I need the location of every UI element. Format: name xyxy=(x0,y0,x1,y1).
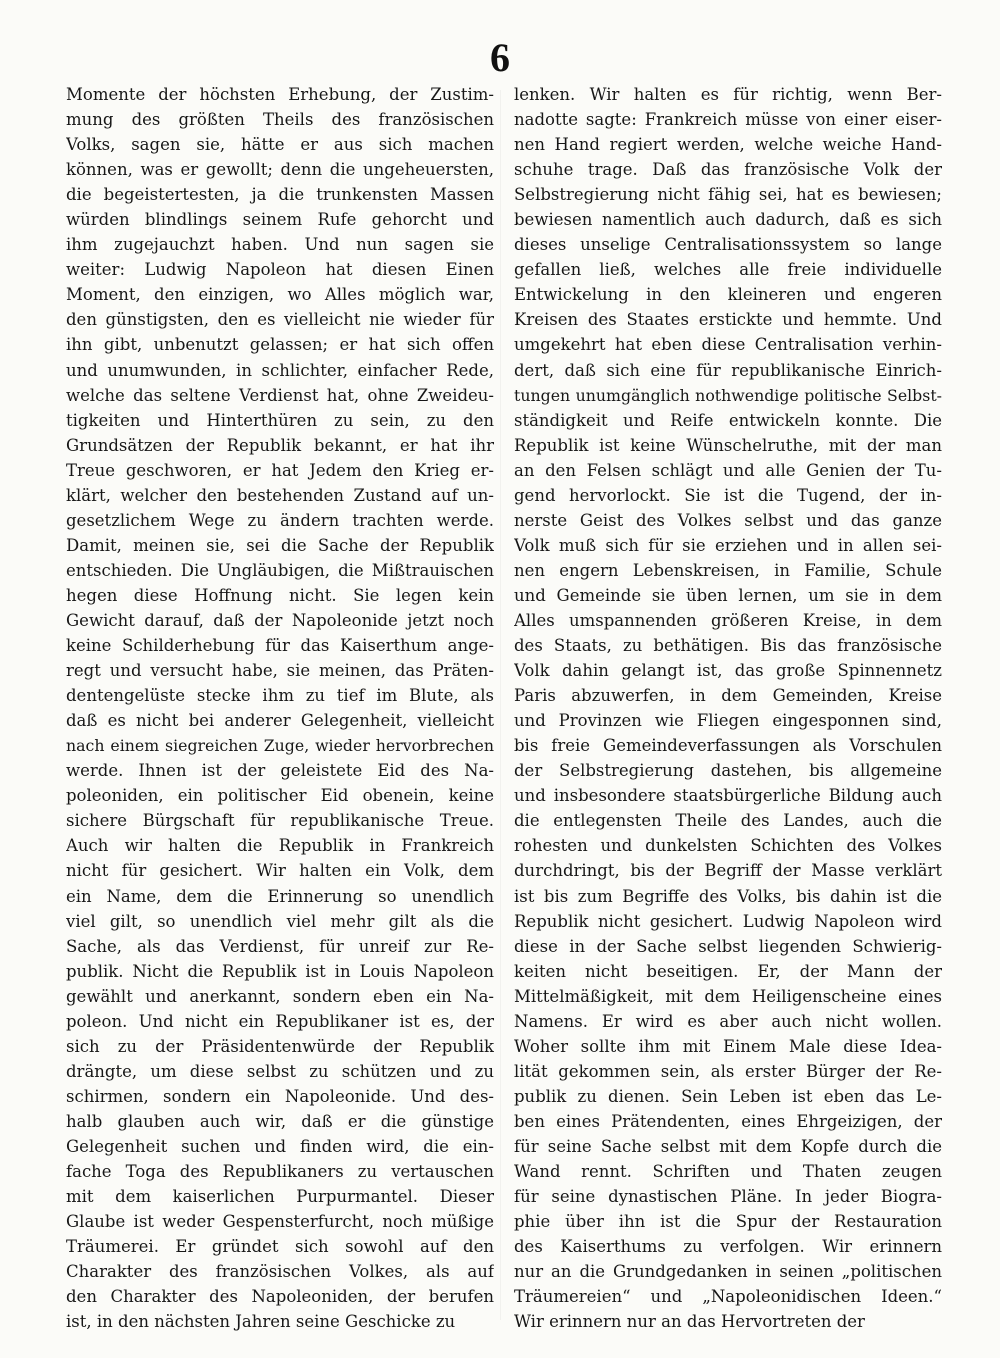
text-line: an den Felsen schlägt und alle Genien der Tu- xyxy=(514,460,942,480)
text-line: publik zu dienen. Sein Leben ist eben das Le- xyxy=(514,1086,942,1106)
text-line: daß es nicht bei anderer Gelegenheit, vielleicht xyxy=(66,711,494,731)
text-line: des Kaiserthums zu verfolgen. Wir erinnern xyxy=(514,1237,942,1257)
text-line: Paris abzuwerfen, in dem Gemeinden, Kreise xyxy=(514,686,942,706)
text-line: mit dem kaiserlichen Purpurmantel. Dieser xyxy=(66,1187,494,1207)
text-line: nur an die Grundgedanken in seinen „politischen xyxy=(514,1262,942,1282)
text-line: und insbesondere staatsbürgerliche Bildung auch xyxy=(514,786,942,806)
text-line: Damit, meinen sie, sei die Sache der Republik xyxy=(66,535,494,555)
text-line: und Provinzen wie Fliegen eingesponnen sind, xyxy=(514,711,942,731)
text-line: Namens. Er wird es aber auch nicht wollen. xyxy=(514,1011,942,1031)
text-line: Wand rennt. Schriften und Thaten zeugen xyxy=(514,1162,942,1182)
text-line: bis freie Gemeindeverfassungen als Vorschulen xyxy=(514,736,942,756)
text-line: Sache, als das Verdienst, für unreif zur Re- xyxy=(66,936,494,956)
text-line: nen engern Lebenskreisen, in Familie, Schule xyxy=(514,560,942,580)
text-line: nen Hand regiert werden, welche weiche Hand- xyxy=(514,135,942,155)
left-column xyxy=(66,82,494,1334)
text-line: Kreisen des Staates erstickte und hemmte. Und xyxy=(514,310,942,330)
text-line: sichere Bürgschaft für republikanische Treue. xyxy=(66,811,494,831)
text-line: würden blindlings seinem Rufe gehorcht und xyxy=(66,210,494,230)
text-line: nach einem siegreichen Zuge, wieder hervorbrechen xyxy=(66,736,494,756)
text-line: Glaube ist weder Gespensterfurcht, noch müßige xyxy=(66,1212,494,1232)
text-line: ständigkeit und Reife entwickeln konnte. Die xyxy=(514,410,942,430)
text-line: Republik nicht gesichert. Ludwig Napoleon wird xyxy=(514,911,942,931)
text-line: Volks, sagen sie, hätte er aus sich machen xyxy=(66,135,494,155)
text-line: poleon. Und nicht ein Republikaner ist es, der xyxy=(66,1011,494,1031)
text-line: sich zu der Präsidentenwürde der Republik xyxy=(66,1036,494,1056)
text-line: den Charakter des Napoleoniden, der berufen xyxy=(66,1287,494,1307)
text-line: lenken. Wir halten es für richtig, wenn Ber- xyxy=(514,85,942,104)
text-line: weiter: Ludwig Napoleon hat diesen Einen xyxy=(66,260,494,280)
right-column xyxy=(514,82,942,1334)
text-line: entschieden. Die Ungläubigen, die Mißtrauischen xyxy=(66,560,494,580)
text-line: Volk dahin gelangt ist, das große Spinnennetz xyxy=(514,661,942,681)
text-line: Republik ist keine Wünschelruthe, mit der man xyxy=(514,435,942,455)
text-line: poleoniden, ein politischer Eid obenein, keine xyxy=(66,786,494,806)
text-line: Mittelmäßigkeit, mit dem Heiligenscheine eines xyxy=(514,986,942,1006)
text-line: phie über ihn ist die Spur der Restauration xyxy=(514,1212,942,1232)
text-line: werde. Ihnen ist der geleistete Eid des Na- xyxy=(66,761,494,781)
text-line: mung des größten Theils des französischen xyxy=(66,110,494,130)
text-line: fache Toga des Republikaners zu vertauschen xyxy=(66,1162,494,1182)
text-line: können, was er gewollt; denn die ungeheuersten, xyxy=(66,160,494,180)
text-line: ben eines Prätendenten, eines Ehrgeizigen, der xyxy=(514,1111,942,1131)
text-line: nerste Geist des Volkes selbst und das ganze xyxy=(514,510,942,530)
text-line: umgekehrt hat eben diese Centralisation verhin- xyxy=(514,335,942,355)
text-line: gesetzlichem Wege zu ändern trachten werde. xyxy=(66,510,494,530)
text-line: ein Name, dem die Erinnerung so unendlich xyxy=(66,886,494,906)
text-line: schuhe trage. Daß das französische Volk der xyxy=(514,160,942,180)
text-line: die begeistertesten, ja die trunkensten Massen xyxy=(66,185,494,205)
text-line: rohesten und dunkelsten Schichten des Volkes xyxy=(514,836,942,856)
text-line: bewiesen namentlich auch dadurch, daß es sich xyxy=(514,210,942,230)
text-line: Auch wir halten die Republik in Frankreich xyxy=(66,836,494,856)
text-line: den günstigsten, den es vielleicht nie wieder für xyxy=(66,310,494,330)
text-line: und Gemeinde sie üben lernen, um sie in dem xyxy=(514,585,942,605)
text-line: Moment, den einzigen, wo Alles möglich war, xyxy=(66,285,494,305)
page-number: 6 xyxy=(490,35,510,80)
text-line: gefallen ließ, welches alle freie individuelle xyxy=(514,260,942,280)
text-line: welche das seltene Verdienst hat, ohne Zweideu- xyxy=(66,385,494,405)
text-line: Selbstregierung nicht fähig sei, hat es bewiesen; xyxy=(514,185,942,205)
text-line: keine Schilderhebung für das Kaiserthum ange- xyxy=(66,636,494,656)
text-line: gend hervorlockt. Sie ist die Tugend, der in- xyxy=(514,485,942,505)
text-line: Träumerei. Er gründet sich sowohl auf den xyxy=(66,1237,494,1257)
text-line: dert, daß sich eine für republikanische Einrich- xyxy=(514,360,942,380)
text-line: gewählt und anerkannt, sondern eben ein Na- xyxy=(66,986,494,1006)
text-line: die entlegensten Theile des Landes, auch die xyxy=(514,811,942,831)
text-line: Wir erinnern nur an das Hervortreten der xyxy=(514,1312,865,1332)
text-line: dentengelüste stecke ihm zu tief im Blute, als xyxy=(66,686,494,706)
text-line: der Selbstregierung dastehen, bis allgemeine xyxy=(514,761,942,781)
text-line: drängte, um diese selbst zu schützen und zu xyxy=(66,1061,494,1081)
text-line: Gewicht darauf, daß der Napoleonide jetzt noch xyxy=(66,610,494,630)
text-line: viel gilt, so unendlich viel mehr gilt als die xyxy=(66,911,494,931)
text-line: schirmen, sondern ein Napoleonide. Und des- xyxy=(66,1086,494,1106)
text-line: Momente der höchsten Erhebung, der Zustim- xyxy=(66,85,494,104)
text-line: publik. Nicht die Republik ist in Louis Napoleon xyxy=(66,961,494,981)
text-line: Grundsätzen der Republik bekannt, er hat ihr xyxy=(66,435,494,455)
text-line: für seine Sache selbst mit dem Kopfe durch die xyxy=(514,1136,942,1156)
text-line: lität gekommen sein, als erster Bürger der Re- xyxy=(514,1061,942,1081)
text-line: nicht für gesichert. Wir halten ein Volk, dem xyxy=(66,861,494,881)
text-line: Alles umspannenden größeren Kreise, in dem xyxy=(514,610,942,630)
text-line: ist bis zum Begriffe des Volks, bis dahin ist die xyxy=(514,886,942,906)
column-gutter xyxy=(500,90,501,1320)
text-line: regt und versucht habe, sie meinen, das Präten- xyxy=(66,661,494,681)
text-line: Entwickelung in den kleineren und engeren xyxy=(514,285,942,305)
text-line: für seine dynastischen Pläne. In jeder Biogra- xyxy=(514,1187,942,1207)
text-line: ihm zugejauchzt haben. Und nun sagen sie xyxy=(66,235,494,255)
text-line: ihn gibt, unbenutzt gelassen; er hat sich offen xyxy=(66,335,494,355)
text-line: tigkeiten und Hinterthüren zu sein, zu den xyxy=(66,410,494,430)
text-line: keiten nicht beseitigen. Er, der Mann der xyxy=(514,961,942,981)
text-line: dieses unselige Centralisationssystem so lange xyxy=(514,235,942,255)
text-line: Woher sollte ihm mit Einem Male diese Idea- xyxy=(514,1036,942,1056)
text-line: des Staats, zu bethätigen. Bis das französische xyxy=(514,636,942,656)
text-line: Volk muß sich für sie erziehen und in allen sei- xyxy=(514,535,942,555)
text-line: Träumereien“ und „Napoleonidischen Ideen.“ xyxy=(514,1287,942,1307)
text-line: halb glauben auch wir, daß er die günstige xyxy=(66,1111,494,1131)
text-line: durchdringt, bis der Begriff der Masse verklärt xyxy=(514,861,942,881)
text-line: tungen unumgänglich nothwendige politische Selbst- xyxy=(514,385,942,405)
text-line: hegen diese Hoffnung nicht. Sie legen kein xyxy=(66,585,494,605)
text-line: klärt, welcher den bestehenden Zustand auf un- xyxy=(66,485,494,505)
text-line: und unumwunden, in schlichter, einfacher Rede, xyxy=(66,360,494,380)
text-line: ist, in den nächsten Jahren seine Geschicke zu xyxy=(66,1312,456,1332)
text-line: diese in der Sache selbst liegenden Schwierig- xyxy=(514,936,942,956)
text-line: Treue geschworen, er hat Jedem den Krieg er- xyxy=(66,460,494,480)
text-line: Charakter des französischen Volkes, als auf xyxy=(66,1262,494,1282)
text-line: Gelegenheit suchen und finden wird, die ein- xyxy=(66,1136,494,1156)
text-line: nadotte sagte: Frankreich müsse von einer eiser- xyxy=(514,110,942,130)
